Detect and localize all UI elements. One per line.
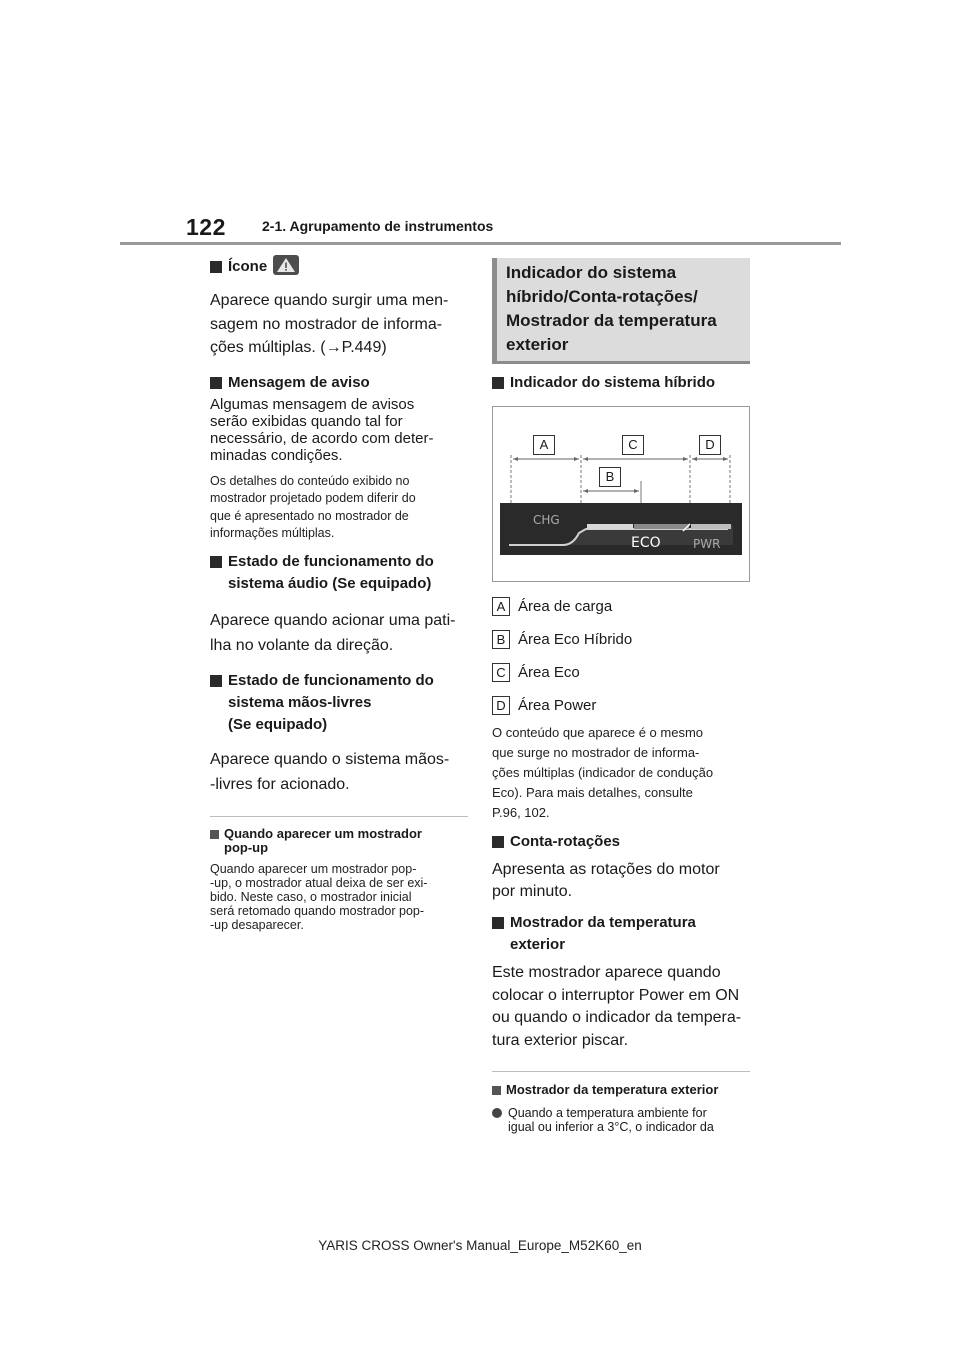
text-line: -up, o mostrador atual deixa de ser exi- xyxy=(210,875,428,890)
text-line: colocar o interruptor Power em ON xyxy=(492,986,740,1004)
right-column xyxy=(492,258,750,1134)
bullet-square-icon xyxy=(210,556,222,568)
legend-list xyxy=(492,590,750,722)
popup-note-text xyxy=(210,862,468,932)
text-line: tura exterior piscar. xyxy=(492,1031,629,1049)
heading-line: Mostrador da temperatura xyxy=(510,914,696,931)
handsfree-heading xyxy=(210,670,468,736)
legend-key: B xyxy=(492,630,510,649)
text-line: P.96, 102. xyxy=(492,805,550,820)
outside-temp-description xyxy=(492,962,750,1052)
text-line: Este mostrador aparece quando xyxy=(492,964,721,981)
warning-message-note xyxy=(210,473,468,543)
page-reference: P.449) xyxy=(341,339,387,356)
heading-label: Mensagem de aviso xyxy=(228,373,370,391)
text-line: ou quando o indicador da tempera- xyxy=(492,1009,742,1026)
text-line: Aparece quando acionar uma pati- xyxy=(210,611,456,629)
heading-line: sistema áudio (Se equipado) xyxy=(228,574,432,592)
heading-line: exterior xyxy=(506,335,569,354)
figure-label-c: C xyxy=(622,435,644,455)
header-rule xyxy=(120,242,841,245)
heading-line: híbrido/Conta-rotações/ xyxy=(506,287,698,306)
text-fragment: ções múltiplas. ( xyxy=(210,339,326,356)
heading-line: sistema mãos-livres xyxy=(228,693,372,711)
bullet-square-icon xyxy=(210,830,219,839)
text-line: Quando a temperatura ambiente for xyxy=(508,1106,707,1120)
heading-line: (Se equipado) xyxy=(228,715,328,733)
page-number: 122 xyxy=(186,214,226,240)
text-line: ções múltiplas (indicador de condução xyxy=(492,765,714,780)
outside-temp-note-item xyxy=(492,1106,750,1134)
warning-message-heading xyxy=(210,372,468,394)
text-line: Quando aparecer um mostrador pop- xyxy=(210,861,417,876)
bullet-square-icon xyxy=(210,377,222,389)
legend-note xyxy=(492,723,750,823)
text-line: serão exibidas quando tal for xyxy=(210,412,403,430)
legend-key: A xyxy=(492,597,510,616)
text-line: O conteúdo que aparece é o mesmo xyxy=(492,725,704,740)
warning-message-text xyxy=(210,396,468,464)
heading-line: Estado de funcionamento do xyxy=(228,552,434,570)
legend-key: C xyxy=(492,663,510,682)
text-line: Aparece quando surgir uma men- xyxy=(210,292,449,309)
bullet-square-icon xyxy=(492,917,504,929)
chg-zone-label: CHG xyxy=(533,513,560,527)
legend-item-d xyxy=(492,689,750,722)
heading-label: Conta-rotações xyxy=(510,833,621,850)
audio-description xyxy=(210,608,468,658)
heading-line: Mostrador da temperatura xyxy=(506,311,717,330)
handsfree-description xyxy=(210,747,468,797)
note-divider xyxy=(492,1071,750,1072)
bullet-square-icon xyxy=(210,675,222,687)
heading-line: Indicador do sistema xyxy=(506,263,677,282)
hybrid-indicator-figure xyxy=(492,406,750,582)
bullet-square-icon xyxy=(492,377,504,389)
icon-heading xyxy=(210,256,468,278)
text-line: -livres for acionado. xyxy=(210,775,350,793)
bullet-square-icon xyxy=(210,261,222,273)
text-line: sagem no mostrador de informa- xyxy=(210,315,443,333)
legend-text: Área Eco xyxy=(518,664,580,681)
legend-text: Área Power xyxy=(518,697,597,714)
text-line: Aparece quando o sistema mãos- xyxy=(210,750,450,768)
text-line: por minuto. xyxy=(492,883,573,900)
pwr-zone-label: PWR xyxy=(693,537,721,551)
note-divider xyxy=(210,816,468,817)
text-line: minadas condições. xyxy=(210,446,343,464)
legend-key: D xyxy=(492,696,510,715)
heading-line: Estado de funcionamento do xyxy=(228,671,434,689)
left-column xyxy=(210,254,468,932)
section-title: 2-1. Agrupamento de instrumentos xyxy=(262,218,494,234)
hybrid-indicator-diagram xyxy=(493,407,749,581)
eco-zone-label: ECO xyxy=(631,535,661,551)
tachometer-description xyxy=(492,859,750,903)
section-heading-box xyxy=(492,258,750,364)
legend-text: Área de carga xyxy=(518,598,613,615)
text-line: Algumas mensagem de avisos xyxy=(210,395,415,413)
legend-text: Área Eco Híbrido xyxy=(518,631,633,648)
text-line: igual ou inferior a 3°C, o indicador da xyxy=(508,1120,714,1134)
figure-label-b: B xyxy=(599,467,621,487)
heading-label: Indicador do sistema híbrido xyxy=(510,374,716,391)
heading-line: pop-up xyxy=(224,839,269,855)
hybrid-indicator-heading xyxy=(492,372,750,394)
heading-line: Quando aparecer um mostrador xyxy=(224,825,422,841)
text-line: informações múltiplas. xyxy=(210,526,335,540)
footer-manual-id: YARIS CROSS Owner's Manual_Europe_M52K60_en xyxy=(318,1238,642,1253)
tachometer-heading xyxy=(492,831,750,853)
legend-item-c xyxy=(492,656,750,689)
text-line: bido. Neste caso, o mostrador inicial xyxy=(210,889,412,904)
heading-line: exterior xyxy=(510,936,566,953)
legend-item-a xyxy=(492,590,750,623)
text-line: -up desaparecer. xyxy=(210,917,304,932)
outside-temp-heading xyxy=(492,912,750,956)
legend-item-b xyxy=(492,623,750,656)
text-line: lha no volante da direção. xyxy=(210,636,394,654)
icon-description xyxy=(210,289,468,360)
bullet-square-icon xyxy=(492,836,504,848)
text-line: Apresenta as rotações do motor xyxy=(492,861,720,878)
audio-heading xyxy=(210,551,468,595)
popup-note-heading xyxy=(210,827,468,855)
text-line: Eco). Para mais detalhes, consulte xyxy=(492,785,693,800)
icon-heading-label: Ícone xyxy=(228,258,268,275)
heading-label: Mostrador da temperatura exterior xyxy=(506,1082,719,1097)
bullet-dot-icon xyxy=(492,1108,502,1118)
text-line: que surge no mostrador de informa- xyxy=(492,745,700,760)
figure-label-d: D xyxy=(699,435,721,455)
text-line: Os detalhes do conteúdo exibido no xyxy=(210,473,410,488)
outside-temp-note-heading xyxy=(492,1083,750,1097)
text-line: mostrador projetado podem diferir do xyxy=(210,491,416,505)
text-line: que é apresentado no mostrador de xyxy=(210,508,409,523)
figure-label-a: A xyxy=(533,435,555,455)
warning-triangle-icon xyxy=(273,255,299,275)
text-line: será retomado quando mostrador pop- xyxy=(210,903,425,918)
text-line: necessário, de acordo com deter- xyxy=(210,429,434,447)
bullet-square-icon xyxy=(492,1086,501,1095)
text-line xyxy=(210,336,468,360)
arrow-right-icon: → xyxy=(325,339,342,356)
